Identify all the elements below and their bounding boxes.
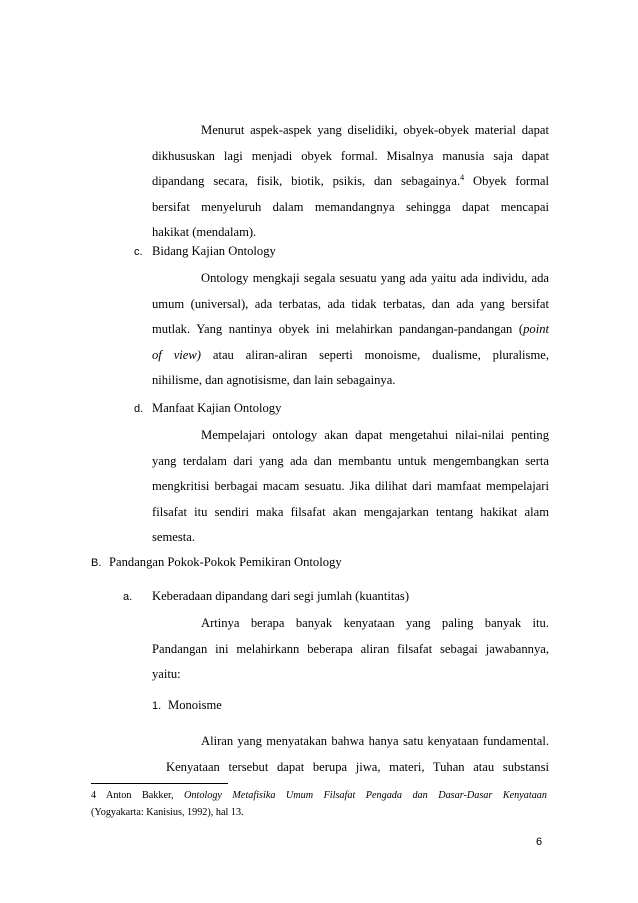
text-line: Menurut aspek-aspek yang diselidiki, obyek-obyek material dapat xyxy=(201,123,549,137)
heading-text: Manfaat Kajian Ontology xyxy=(152,401,282,415)
text-line: Aliran yang menyatakan bahwa hanya satu kenyataan fundamental. xyxy=(201,734,549,748)
text-line xyxy=(152,343,549,369)
paragraph-objek-formal xyxy=(152,118,549,246)
paragraph-monoisme xyxy=(152,729,549,780)
paragraph-manfaat-kajian xyxy=(152,423,549,551)
text-run-italic: of view) xyxy=(152,347,201,362)
section-heading-d xyxy=(134,400,281,417)
heading-text: Bidang Kajian Ontology xyxy=(152,244,276,258)
footnote-title: Ontology Metafisika Umum Filsafat Pengada dan Dasar-Dasar Kenyataan xyxy=(184,790,547,801)
text-run: atau aliran-aliran seperti monoisme, dualisme, pluralisme, xyxy=(200,347,549,362)
section-heading-b xyxy=(91,554,342,571)
text-line: Ontology mengkaji segala sesuatu yang ada yaitu ada individu, ada xyxy=(201,271,549,285)
text-line xyxy=(152,169,549,195)
heading-text: Keberadaan dipandang dari segi jumlah (kuantitas) xyxy=(152,589,410,603)
paragraph-kuantitas xyxy=(152,611,549,688)
text-line: Pandangan ini melahirkann beberapa aliran filsafat sebagai jawabannya, xyxy=(152,641,549,656)
list-marker: a. xyxy=(123,591,133,603)
text-line: mengkritisi berbagai macam sesuatu. Jika dilihat dari mamfaat mempelajari xyxy=(152,479,549,494)
footnote-author: Anton Bakker, xyxy=(96,790,185,801)
text-line: Artinya berapa banyak kenyataan yang paling banyak itu. xyxy=(201,616,549,630)
footnote-line xyxy=(91,787,547,804)
heading-text: Monoisme xyxy=(168,698,222,712)
text-run: Obyek formal xyxy=(464,174,549,189)
text-line: filsafat itu sendiri maka filsafat akan mengajarkan tentang hakikat alam xyxy=(152,504,549,519)
page-number: 6 xyxy=(536,836,543,848)
text-line xyxy=(152,317,549,343)
text-line: yaitu: xyxy=(152,667,181,682)
text-line: Mempelajari ontology akan dapat mengetahui nilai-nilai penting xyxy=(201,428,549,442)
text-line: umum (universal), ada terbatas, ada tidak terbatas, dan ada yang bersifat xyxy=(152,296,549,311)
text-line: hakikat (mendalam). xyxy=(152,225,257,240)
text-line: nihilisme, dan agnotisisme, dan lain sebagainya. xyxy=(152,373,396,388)
section-heading-1 xyxy=(152,697,222,714)
text-run-italic: point xyxy=(523,322,549,337)
text-run: mutlak. Yang nantinya obyek ini melahirkan pandangan-pandangan ( xyxy=(152,322,524,337)
text-run: dipandang secara, fisik, biotik, psikis, dan sebagainya. xyxy=(152,174,461,189)
footnote-separator xyxy=(91,783,228,784)
list-marker: B. xyxy=(91,557,102,569)
text-line: semesta. xyxy=(152,530,196,545)
list-marker: d. xyxy=(134,403,144,415)
list-marker: 1. xyxy=(152,700,162,712)
list-marker: c. xyxy=(134,246,143,258)
text-line: bersifat menyeluruh dalam memandangnya sehingga dapat mencapai xyxy=(152,199,549,214)
section-heading-a xyxy=(123,588,409,605)
text-line: yang terdalam dari yang ada dan membantu untuk mengembangkan serta xyxy=(152,453,549,468)
footnote-line: (Yogyakarta: Kanisius, 1992), hal 13. xyxy=(91,807,244,818)
footnote-ref: 4 xyxy=(460,173,465,183)
section-heading-c xyxy=(134,243,276,260)
footnote-number: 4 xyxy=(91,790,97,801)
footnote xyxy=(91,787,547,821)
paragraph-bidang-kajian xyxy=(152,266,549,394)
heading-text: Pandangan Pokok-Pokok Pemikiran Ontology xyxy=(109,555,342,569)
text-line: Kenyataan tersebut dapat berupa jiwa, materi, Tuhan atau substansi xyxy=(166,759,549,774)
text-line: dikhususkan lagi menjadi obyek formal. Misalnya manusia saja dapat xyxy=(152,148,549,163)
